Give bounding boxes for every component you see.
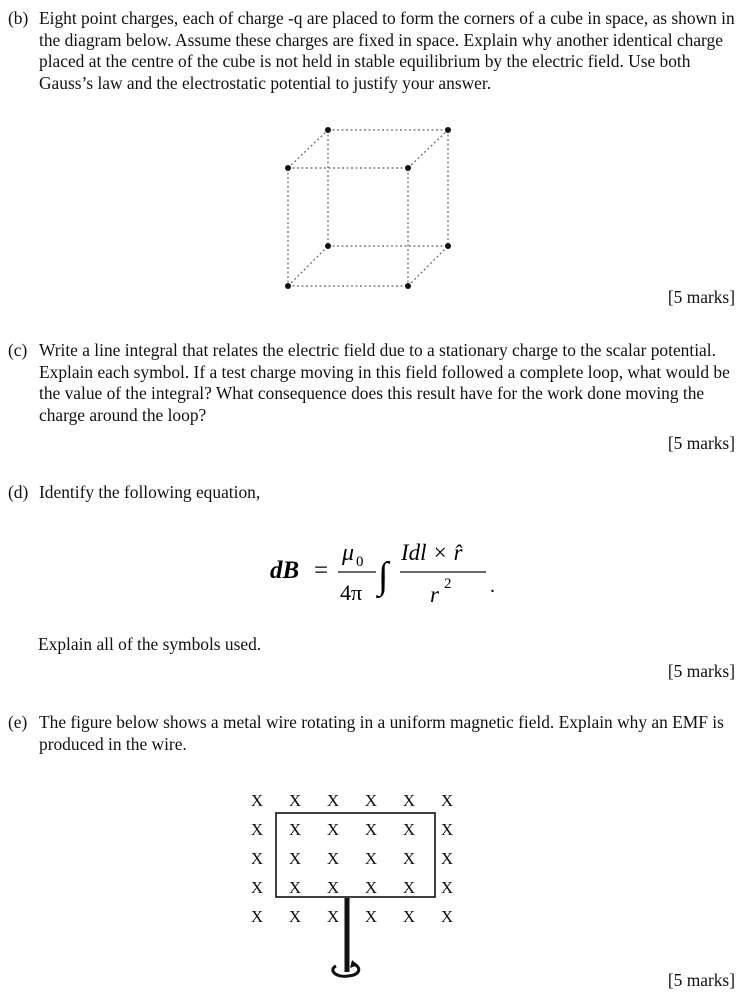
field-x-mark: X (250, 820, 264, 839)
question-e-label: (e) (8, 712, 28, 732)
question-c-label: (c) (8, 340, 28, 360)
field-x-mark: X (402, 849, 416, 868)
field-x-mark: X (250, 907, 264, 926)
field-x-mark: X (326, 907, 340, 926)
question-d-text: Identify the following equation, (39, 482, 261, 502)
question-c (8, 340, 736, 426)
field-x-mark: X (402, 820, 416, 839)
question-c-text: Write a line integral that relates the electric field due to a stationary charge to the scalar potential. Explain each symbol. If a test charge moving in this field followed a complete loop, what would be the value of the integral? What consequence does this result have for the work done moving the charge around the loop? (39, 340, 730, 425)
field-x-mark: X (250, 849, 264, 868)
charge-dot (285, 165, 291, 171)
field-x-mark: X (364, 907, 378, 926)
charge-dot (445, 127, 451, 133)
question-d-label: (d) (8, 482, 29, 502)
field-x-mark: X (440, 878, 454, 897)
cube-edge (288, 246, 328, 286)
question-d-followup: Explain all of the symbols used. (38, 634, 262, 654)
field-x-mark: X (364, 878, 378, 897)
field-x-mark: X (364, 820, 378, 839)
eq-mu-subscript: 0 (356, 554, 364, 570)
magnetic-field-grid (251, 791, 453, 926)
marks-d: [5 marks] (667, 661, 735, 681)
field-x-mark: X (288, 820, 302, 839)
marks-b: [5 marks] (667, 287, 735, 307)
field-x-mark: X (288, 791, 302, 810)
eq-lhs: dB (270, 557, 300, 584)
question-d (8, 482, 736, 504)
field-x-mark: X (440, 907, 454, 926)
question-b-text: Eight point charges, each of charge -q are placed to form the corners of a cube in space, as shown in the diagram below. Assume these charges are fixed in space. Explain why another identical charge placed at the centre of the cube is not held in stable equilibrium by the electric field. Use both Gauss’s law and the electrostatic potential to justify your answer. (39, 8, 735, 93)
charge-dot (445, 243, 451, 249)
eq-r: r (430, 582, 439, 607)
field-x-mark: X (288, 907, 302, 926)
field-x-mark: X (326, 791, 340, 810)
field-x-mark: X (402, 907, 416, 926)
question-b-label: (b) (8, 8, 29, 28)
charge-dot (405, 283, 411, 289)
charge-dot (285, 283, 291, 289)
field-x-mark: X (326, 878, 340, 897)
cube-edge (408, 130, 448, 168)
rotating-wire-diagram (240, 782, 470, 987)
field-x-mark: X (364, 849, 378, 868)
eq-denominator: 4π (340, 580, 363, 605)
field-x-mark: X (402, 878, 416, 897)
field-x-mark: X (364, 791, 378, 810)
question-b (8, 8, 736, 94)
marks-e: [5 marks] (667, 970, 735, 990)
charge-dot (325, 243, 331, 249)
eq-mu: μ (342, 540, 355, 566)
field-x-mark: X (250, 878, 264, 897)
question-e (8, 712, 736, 755)
marks-c: [5 marks] (667, 433, 735, 453)
field-x-mark: X (288, 878, 302, 897)
field-x-mark: X (288, 849, 302, 868)
field-x-mark: X (402, 791, 416, 810)
field-x-mark: X (250, 791, 264, 810)
eq-period: . (490, 575, 495, 597)
field-x-mark: X (440, 791, 454, 810)
field-x-mark: X (440, 849, 454, 868)
question-e-text: The figure below shows a metal wire rotating in a uniform magnetic field. Explain why an EMF is produced in the wire. (39, 712, 724, 754)
cube-edge (408, 246, 448, 286)
charge-dot (325, 127, 331, 133)
eq-integral: ∫ (378, 555, 389, 597)
eq-equals: = (314, 557, 329, 584)
cube-diagram (276, 118, 466, 298)
field-x-mark: X (326, 820, 340, 839)
cube-edge (288, 130, 328, 168)
field-x-mark: X (440, 820, 454, 839)
eq-integrand-numerator: Idl × r̂ (401, 540, 463, 565)
eq-power: 2 (444, 576, 452, 592)
field-x-mark: X (326, 849, 340, 868)
biot-savart-equation (268, 530, 508, 610)
charge-dot (405, 165, 411, 171)
